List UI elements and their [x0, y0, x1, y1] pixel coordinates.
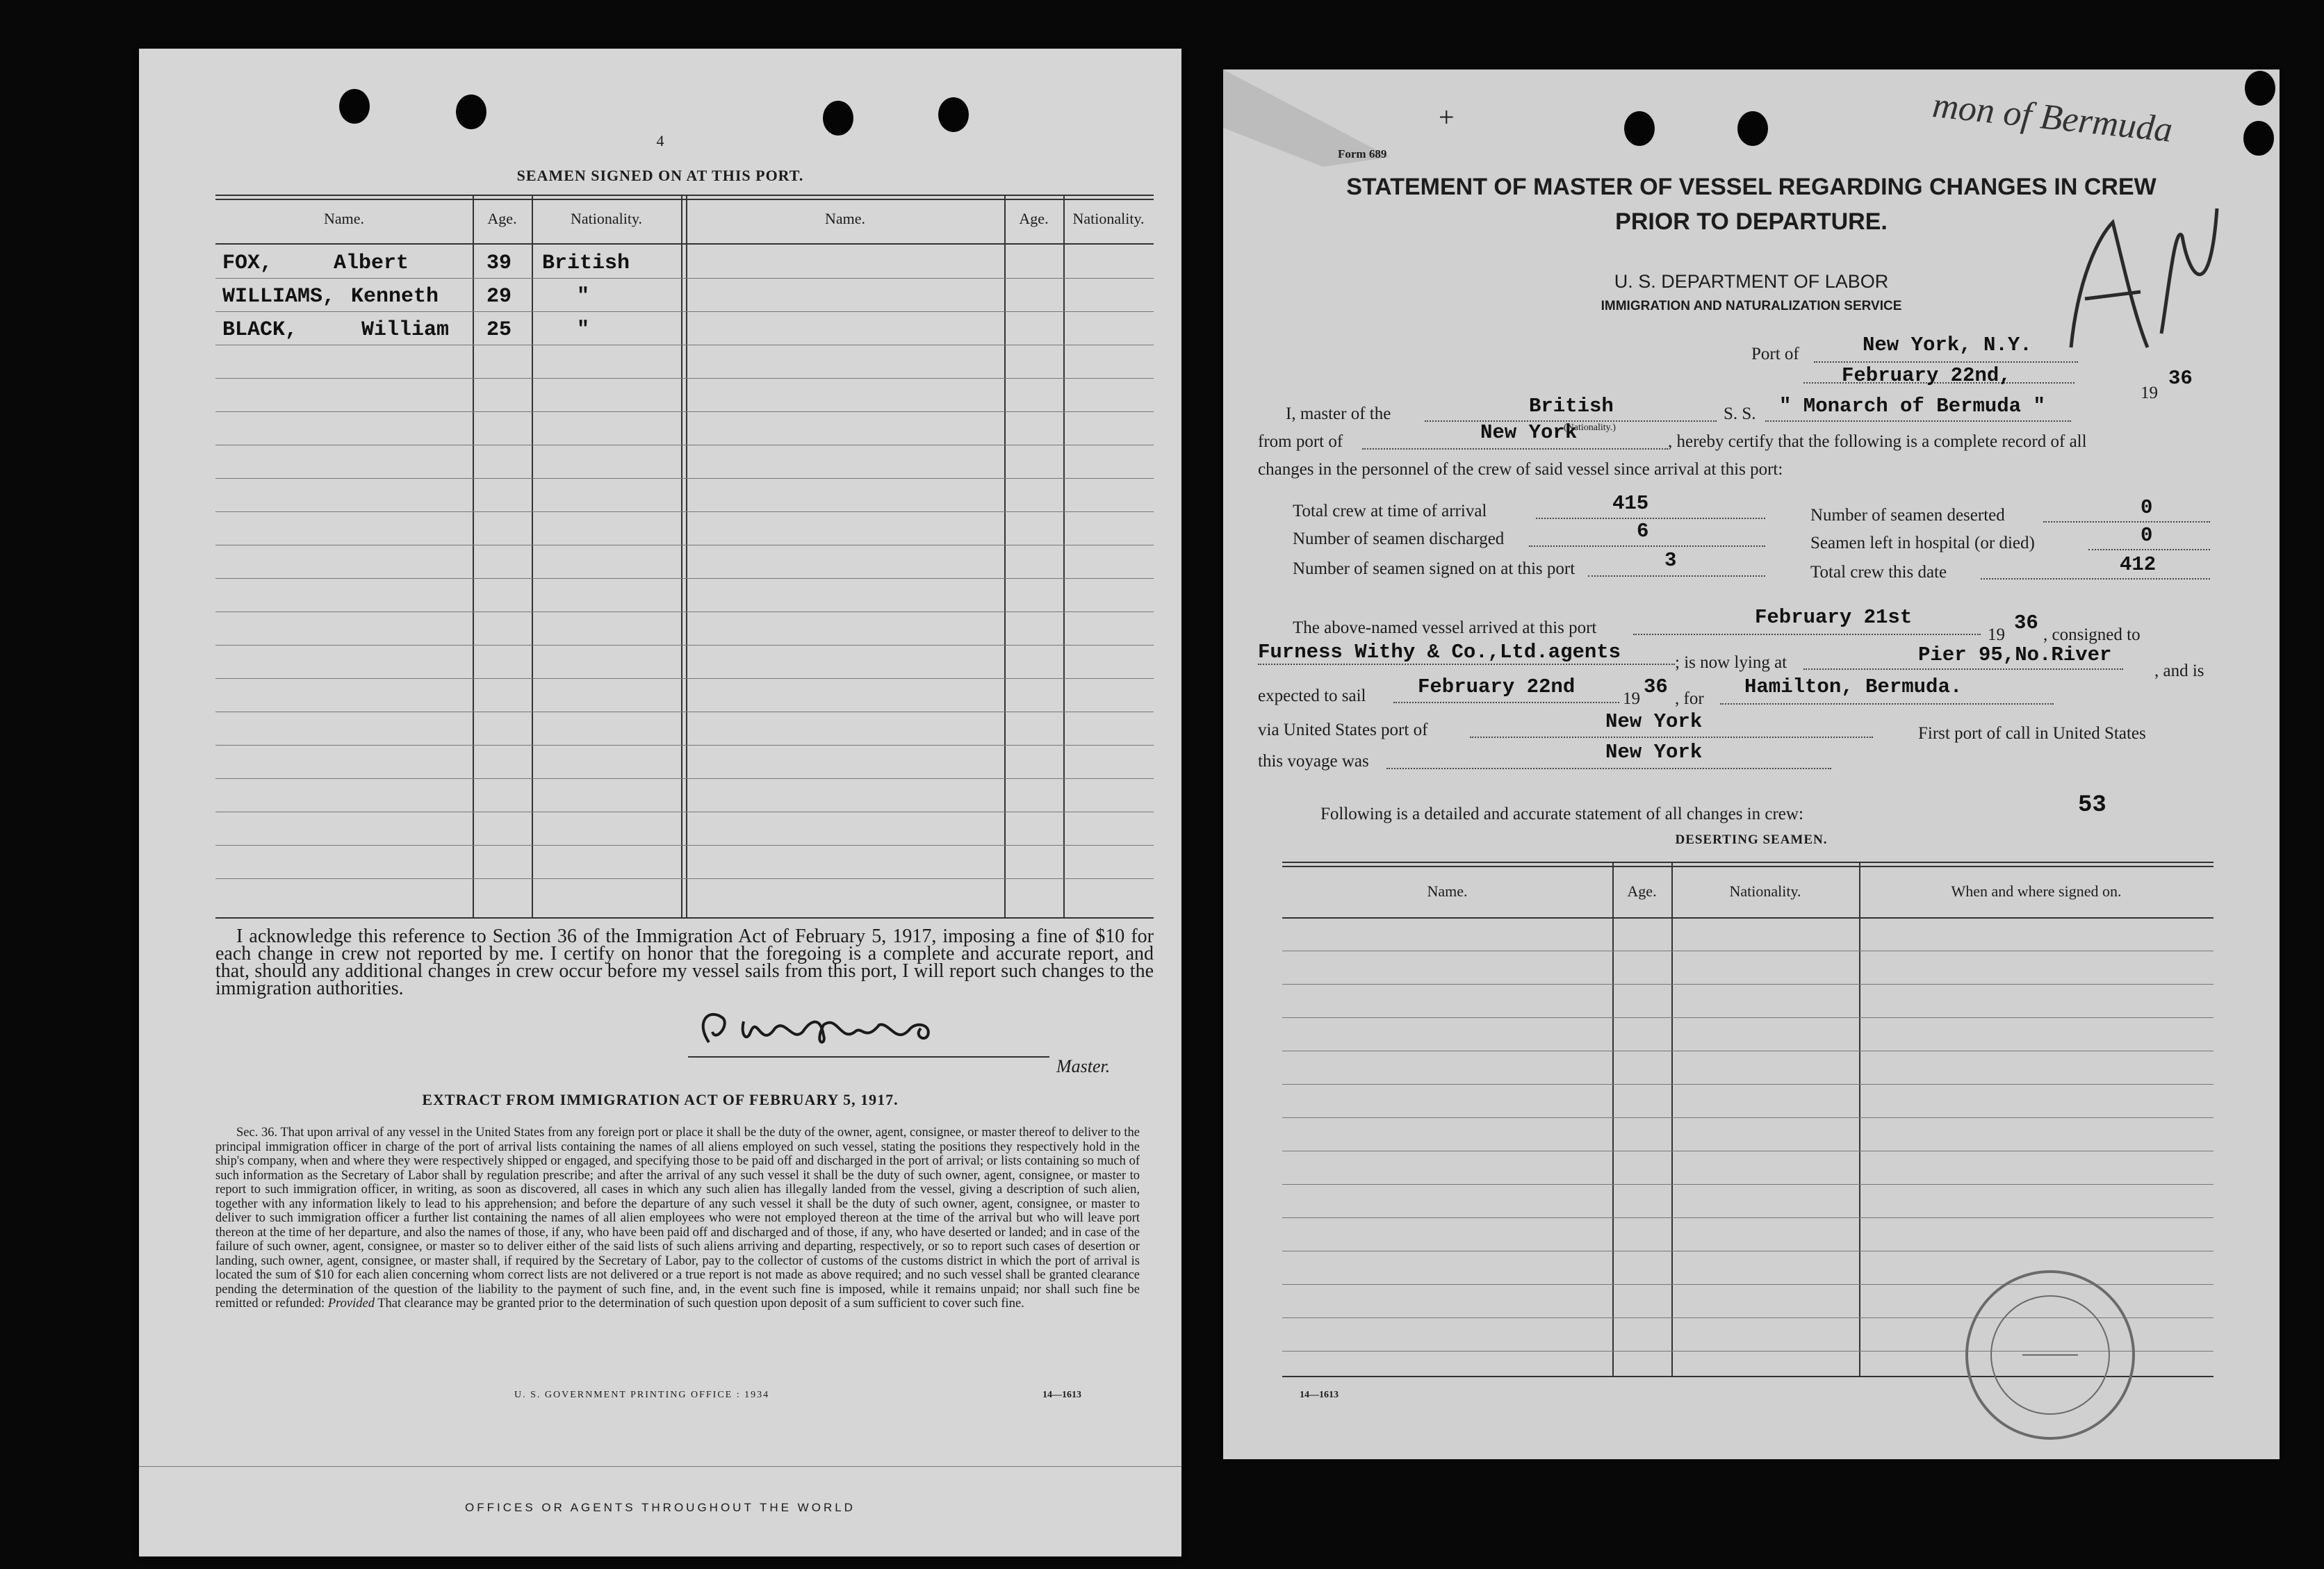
discharged-value: 6 [1637, 520, 1649, 543]
nationality-value: British [1529, 395, 1614, 418]
total-crew-value: 415 [1612, 492, 1649, 515]
lying-value: Pier 95,No.River [1918, 643, 2112, 666]
seaman-surname: BLACK, [222, 318, 298, 342]
punch-hole [1737, 111, 1768, 146]
arrived-year-prefix: 19 [1988, 625, 2005, 644]
expected-year-prefix: 19 [1623, 689, 1640, 708]
seaman-age: 29 [486, 285, 512, 309]
punch-hole [2243, 121, 2274, 156]
punch-hole [1624, 111, 1655, 146]
form-code: 14—1613 [1300, 1390, 1339, 1400]
handwritten-ship-note: mon of Bermuda [1930, 85, 2175, 150]
from-port-label: from port of [1258, 432, 1343, 451]
destination-value: Hamilton, Bermuda. [1744, 675, 1963, 698]
seaman-surname: FOX, [222, 252, 273, 275]
date-year-value: 36 [2168, 367, 2193, 390]
date-value: February 22nd, [1842, 364, 2011, 387]
deserted-value: 0 [2141, 496, 2153, 519]
seaman-given-name: William [361, 318, 450, 342]
voyage-value: New York [1605, 741, 1703, 764]
total-today-value: 412 [2120, 553, 2157, 576]
consignee-value: Furness Withy & Co.,Ltd.agents [1258, 641, 1621, 664]
seaman-age: 39 [486, 252, 512, 275]
arrived-value: February 21st [1755, 606, 1913, 629]
hospital-value: 0 [2141, 524, 2153, 547]
punch-hole [339, 89, 370, 124]
col-header-name: Name. [323, 210, 365, 227]
punch-hole [2245, 71, 2275, 106]
form-code: 14—1613 [1042, 1390, 1081, 1400]
form-title-line1: STATEMENT OF MASTER OF VESSEL REGARDING CHANGES IN CREW [1346, 174, 2157, 200]
service: IMMIGRATION AND NATURALIZATION SERVICE [1601, 299, 1902, 313]
expected-label: expected to sail [1258, 687, 1366, 705]
col-header-age: Age. [1627, 882, 1657, 900]
left-page [139, 49, 1181, 1556]
total-today-label: Total crew this date [1810, 563, 1947, 582]
discharged-label: Number of seamen discharged [1293, 529, 1505, 548]
deserted-label: Number of seamen deserted [1810, 506, 2005, 525]
master-of-label: I, master of the [1286, 404, 1391, 423]
col-header-age: Age. [487, 210, 517, 227]
seaman-nationality: British [542, 252, 630, 275]
seaman-age: 25 [486, 318, 512, 342]
punch-hole [938, 97, 969, 132]
master-label: Master. [1056, 1056, 1111, 1076]
extract-tail: That clearance may be granted prior to the determination of such question upon deposit of a sum sufficient to cover such fine. [377, 1297, 1024, 1311]
total-crew-label: Total crew at time of arrival [1293, 502, 1487, 520]
seaman-nationality: " [577, 318, 590, 342]
first-port-label: First port of call in United States [1918, 724, 2146, 743]
acknowledgement-text: I acknowledge this reference to Section 36 of the Immigration Act of February 5, 1917, imposing a fine of $10 for each change in crew not reported by me. I certify on honor that the foregoing is a complete and accurate report, and that, should any additional changes in crew occur before my vessel sails from this port, I will report such changes to the immigration authorities. [215, 926, 1154, 999]
offices-footer: OFFICES OR AGENTS THROUGHOUT THE WORLD [465, 1501, 856, 1514]
extract-body: That upon arrival of any vessel in the United States from any foreign port or place it shall be the duty of the owner, agent, consignee, or master thereof to deliver to the principal immigration officer in charge of the port of arrival lists containing the names of all aliens employed on such vessel, stating the positions they respectively hold in the ship's company, when and where they were respectively shipped or engaged, and specifying those to be paid off and discharged in the port of arrival; or lists containing so much of such information as the Secretary of Labor shall by regulation prescribe; and after the arrival of any such vessel it shall be the duty of such owner, agent, consignee, or master to report to such immigration officer, in writing, as soon as discovered, all cases in which any such alien has illegally landed from the vessel, giving a description of such alien, together with any information likely to lead to his apprehension; and before the departure of any such vessel it shall be the duty of such owner, agent, consignee, or master to deliver to such immigration officer a further list containing the names of all alien employees who were not employed thereon at the time of the arrival but who will leave port thereon at the time of her departure, and also the names of those, if any, who have been paid off and discharged and of those, if any, who have deserted or landed; and in case of the failure of such owner, agent, consignee, or master so to deliver either of the said lists of such aliens arriving and departing, respectively, or so to report such cases of desertion or landing, such owner, agent, consignee, or master shall, if required by the Secretary of Labor, pay to the collector of customs of the customs district in which the port of arrival is located the sum of $10 for each alien concerning whom correct lists are not delivered or a true report is not made as above required; and no such vessel shall be granted clearance pending the determination of the question of the liability to the payment of such fine, and, in the event such fine is imposed, while it remains unpaid; nor shall such fine be remitted or refunded: [215, 1126, 1140, 1311]
seaman-surname: WILLIAMS, [222, 285, 336, 309]
seaman-given-name: Kenneth [351, 285, 439, 309]
punch-hole [823, 101, 853, 135]
right-page: Form 689 + mon of Bermuda STATEMENT OF MASTER OF VESSEL REGARDING CHANGES IN CREW PRIOR TO DEPARTURE. U. S. DEPARTMENT OF LABOR IMMIGRATION AND NATURALIZATION SERVICE Port of New York, N.Y. February 22nd, 19 36 I, master of the British S. S. " Monarch of Bermuda " from port of New York (Nationality.) , hereby certify that the following is a complete record of all changes in the personnel of the crew of said vessel since arrival at this port: Total crew at time of arrival 415 Number of seamen discharged 6 Number of seamen signed on at this port 3 Number of seamen deserted 0 Seamen left in hospital (or died) 0 Total crew this date 412 The above-named vessel arrived at this port February 21st 19 36 , consigned to Furness Withy & Co.,Ltd.agents ; is now lying at Pier 95,No.River , and is expected to sail February 22nd 19 36 , for Hamilton, Bermuda. via United States port of New York First port of call in United States this voyage was New York Following is a detailed and accurate statement of all changes in crew: 53 DESERTING SEAMEN. Name. Age. Nationality. When and where signed on. 14—1613 [1223, 69, 2280, 1459]
extract-title: EXTRACT FROM IMMIGRATION ACT OF FEBRUARY 5, 1917. [422, 1091, 899, 1108]
col-header-name-2: Name. [824, 210, 866, 227]
from-port-value: New York [1480, 421, 1578, 444]
extract-provided: Provided [327, 1297, 375, 1311]
printing-office: U. S. GOVERNMENT PRINTING OFFICE : 1934 [514, 1390, 770, 1400]
ss-label: S. S. [1724, 404, 1756, 423]
nationality-caption: (Nationality.) [1564, 422, 1616, 433]
certify-text: , hereby certify that the following is a complete record of all [1668, 432, 2087, 451]
port-label: Port of [1751, 345, 1799, 363]
date-year-prefix: 19 [2141, 384, 2158, 402]
expected-year: 36 [1644, 675, 1668, 698]
seaman-nationality: " [577, 285, 590, 309]
col-header-nationality-2: Nationality. [1072, 210, 1145, 227]
punch-hole [456, 95, 486, 129]
department: U. S. DEPARTMENT OF LABOR [1614, 271, 1889, 292]
seamen-signed-table [215, 195, 1154, 917]
official-stamp [1946, 1251, 2154, 1459]
deserting-seamen-title: DESERTING SEAMEN. [1675, 832, 1828, 847]
col-header-age-2: Age. [1019, 210, 1049, 227]
col-header-nationality: Nationality. [570, 210, 643, 227]
col-header-name: Name. [1427, 882, 1468, 900]
following-label: Following is a detailed and accurate statement of all changes in crew: [1320, 805, 1803, 823]
port-value: New York, N.Y. [1863, 334, 2032, 356]
seamen-signed-title: SEAMEN SIGNED ON AT THIS PORT. [516, 167, 804, 184]
page-mark: 53 [2078, 792, 2106, 819]
master-signature [681, 994, 973, 1063]
col-header-nationality: Nationality. [1729, 882, 1801, 900]
expected-value: February 22nd [1418, 675, 1576, 698]
arrived-year: 36 [2014, 611, 2038, 634]
seaman-given-name: Albert [334, 252, 409, 275]
via-value: New York [1605, 710, 1703, 733]
changes-text: changes in the personnel of the crew of said vessel since arrival at this port: [1258, 460, 1783, 479]
voyage-label: this voyage was [1258, 752, 1369, 771]
via-label: via United States port of [1258, 721, 1428, 739]
extract-section: Sec. 36. [236, 1126, 278, 1140]
form-title-line2: PRIOR TO DEPARTURE. [1615, 208, 1888, 235]
consigned-label: , consigned to [2043, 625, 2141, 644]
form-number: Form 689 [1338, 147, 1387, 161]
for-label: , for [1675, 689, 1704, 708]
signature-line [688, 1056, 1049, 1058]
signed-on-label: Number of seamen signed on at this port [1293, 559, 1576, 578]
signed-on-value: 3 [1664, 549, 1677, 572]
hospital-label: Seamen left in hospital (or died) [1810, 534, 2035, 552]
extract-text [215, 1126, 1140, 1311]
col-header-signed-on: When and where signed on. [1951, 882, 2122, 900]
arrived-label: The above-named vessel arrived at this port [1293, 618, 1597, 637]
page-number: 4 [656, 132, 664, 149]
and-is-label: , and is [2154, 662, 2204, 680]
lying-label: ; is now lying at [1675, 653, 1787, 672]
ship-name-value: " Monarch of Bermuda " [1779, 395, 2045, 418]
